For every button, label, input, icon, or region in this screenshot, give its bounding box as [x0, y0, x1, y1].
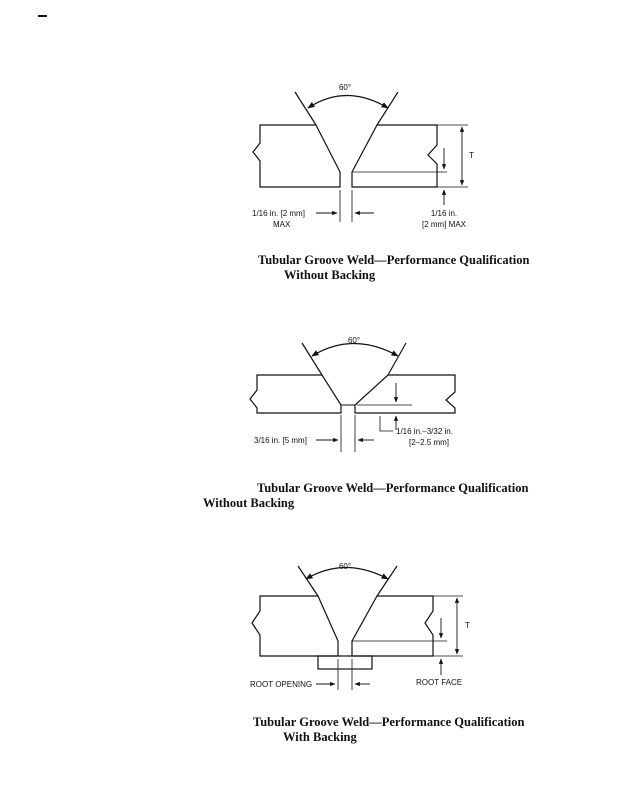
caption-1	[258, 253, 529, 283]
left-plate	[252, 596, 338, 656]
root-face-label-line-2: [2 mm] MAX	[421, 220, 467, 229]
thickness-label: T	[465, 621, 470, 630]
left-plate	[250, 375, 341, 413]
right-plate	[352, 125, 437, 187]
angle-label: 60°	[338, 83, 352, 92]
caption-2-line-1: Tubular Groove Weld—Performance Qualification	[257, 481, 529, 495]
right-plate	[352, 596, 433, 656]
root-face-label: ROOT FACE	[416, 678, 463, 687]
left-bevel-extension	[302, 343, 322, 375]
caption-3-line-1: Tubular Groove Weld—Performance Qualification	[253, 715, 525, 729]
caption-1-line-1: Tubular Groove Weld—Performance Qualification	[258, 253, 530, 267]
thickness-label: T	[469, 151, 474, 160]
caption-2	[203, 481, 528, 511]
backing-strip	[318, 656, 372, 669]
right-plate	[355, 375, 455, 413]
figure-3	[252, 566, 463, 690]
root-face-label-line-1: 1/16 in.–3/32 in.	[396, 427, 453, 436]
caption-3-line-2: With Backing	[283, 730, 357, 744]
left-bevel-extension	[298, 566, 318, 596]
root-opening-label: ROOT OPENING	[250, 680, 313, 689]
angle-arc	[308, 96, 388, 109]
root-face-label-line-2: [2–2.5 mm]	[409, 438, 450, 447]
caption-3	[253, 715, 524, 745]
root-face-label-line-1: 1/16 in.	[430, 209, 458, 218]
figure-1	[253, 92, 468, 222]
root-opening-label-line-2: MAX	[273, 220, 291, 229]
root-opening-label: 3/16 in. [5 mm]	[254, 436, 307, 445]
left-bevel-extension	[295, 92, 316, 125]
angle-arc	[312, 344, 398, 357]
caption-1-line-2: Without Backing	[284, 268, 376, 282]
left-plate	[253, 125, 340, 187]
right-bevel-extension	[377, 566, 397, 596]
caption-2-line-2: Without Backing	[203, 496, 295, 510]
right-bevel-extension	[377, 92, 398, 125]
angle-label: 60°	[347, 336, 361, 345]
angle-label: 60°	[338, 562, 352, 571]
right-bevel-extension	[388, 343, 406, 375]
root-opening-label-line-1: 1/16 in. [2 mm]	[252, 209, 305, 218]
